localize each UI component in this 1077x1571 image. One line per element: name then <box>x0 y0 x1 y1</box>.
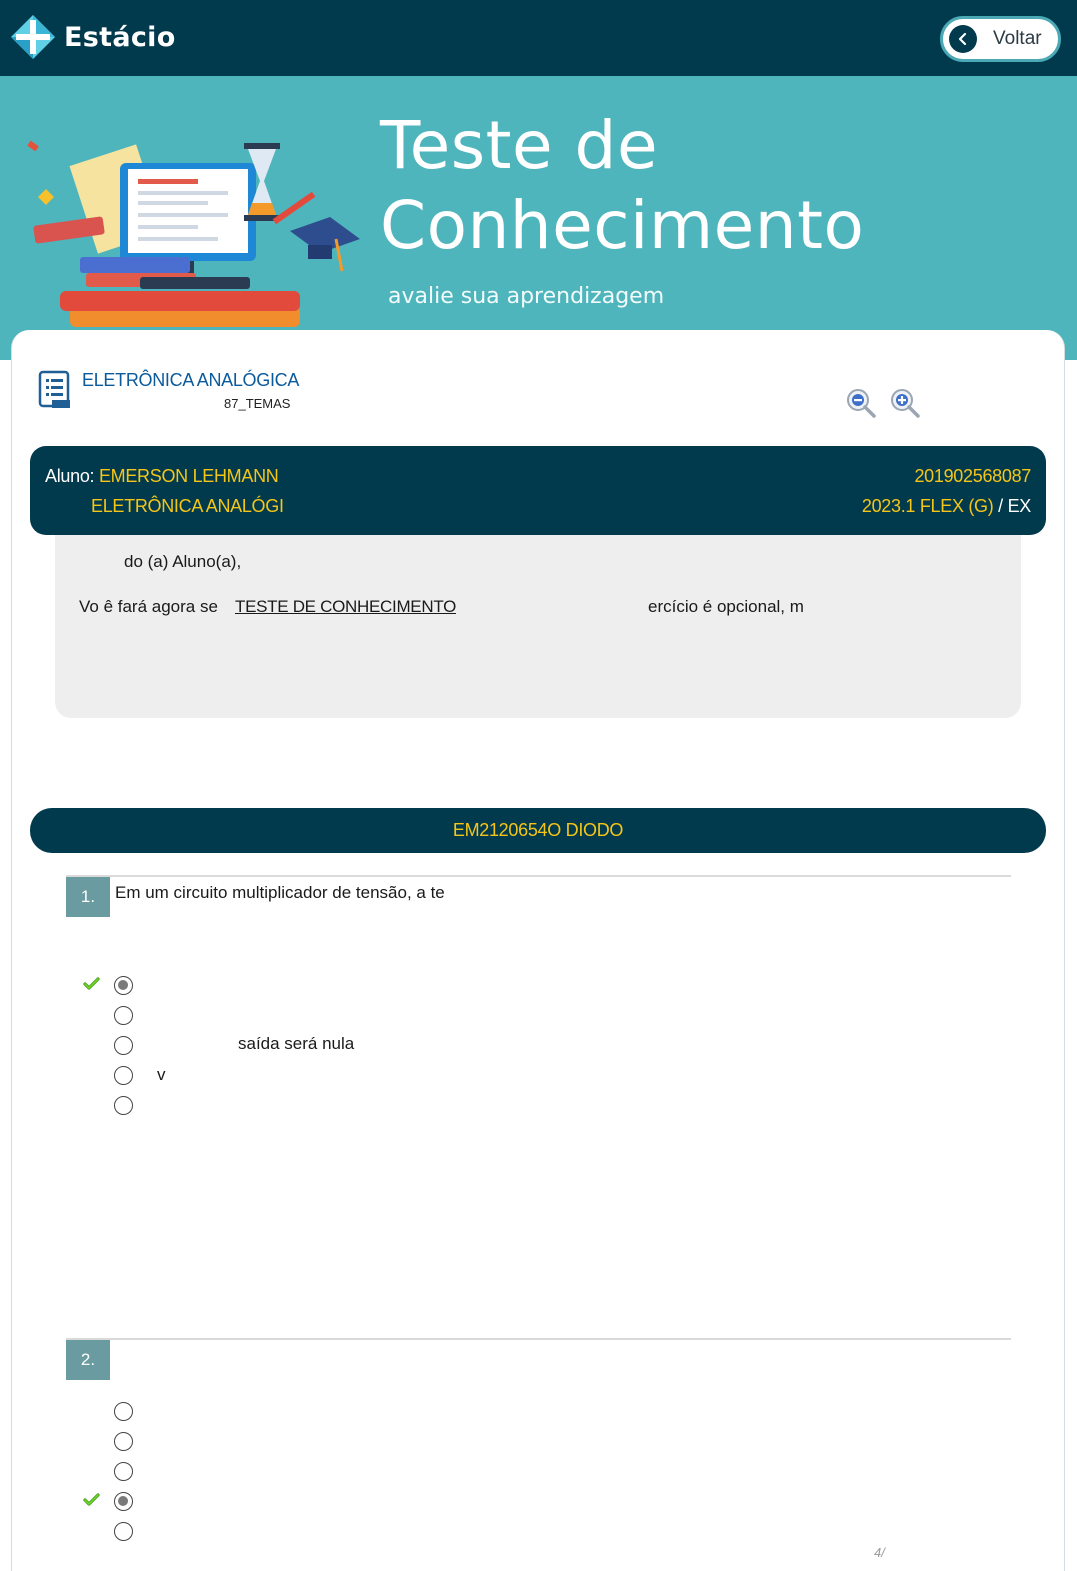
answer-option-radio[interactable] <box>114 1492 133 1511</box>
course-name: ELETRÔNICA ANALÓGICA <box>82 370 300 390</box>
zoom-in-icon[interactable] <box>888 386 922 420</box>
period-separator: / <box>993 496 1008 516</box>
page-number: 4/ <box>874 1545 885 1560</box>
question-divider <box>66 1338 1011 1340</box>
course-code: 87_TEMAS <box>224 396 291 411</box>
answer-option-radio[interactable] <box>114 976 133 995</box>
hero-title-line2: Conhecimento <box>380 187 865 264</box>
brand-name: Estácio <box>64 21 176 53</box>
estacio-logo-icon <box>10 14 56 60</box>
chevron-left-icon <box>949 25 977 53</box>
answer-option-radio[interactable] <box>114 1432 133 1451</box>
hero-subtitle: avalie sua aprendizagem <box>388 284 665 309</box>
period-suffix: EX <box>1007 496 1031 516</box>
top-navigation-bar <box>0 0 1077 76</box>
answer-option-radio[interactable] <box>114 1096 133 1115</box>
test-link[interactable]: TESTE DE CONHECIMENTO <box>235 597 457 616</box>
student-info-bar <box>30 446 1046 535</box>
checkmark-icon <box>83 977 100 991</box>
greeting-text: do (a) Aluno(a), <box>124 552 242 571</box>
document-list-icon <box>38 370 72 410</box>
student-period: 2023.1 FLEX (G) <box>861 496 994 516</box>
answer-option-text: v <box>157 1065 166 1084</box>
answer-option-radio[interactable] <box>114 1006 133 1025</box>
back-button-label: Voltar <box>993 28 1042 49</box>
study-illustration <box>20 131 360 346</box>
instructions-box <box>55 535 1021 718</box>
student-name: EMERSON LEHMANN <box>98 466 279 486</box>
answer-option-radio[interactable] <box>114 1036 133 1055</box>
zoom-out-icon[interactable] <box>844 386 878 420</box>
answer-option-radio[interactable] <box>114 1462 133 1481</box>
hero-title <box>380 106 864 266</box>
student-name-row <box>45 466 278 487</box>
answer-option-radio[interactable] <box>114 1522 133 1541</box>
question-number: 1. <box>66 877 110 917</box>
question-divider <box>66 875 1011 877</box>
answer-option-text: saída será nula <box>238 1034 355 1053</box>
topic-header: EM2120654O DIODO <box>30 808 1046 853</box>
answer-option-radio[interactable] <box>114 1066 133 1085</box>
student-matricula: 201902568087 <box>914 466 1031 486</box>
question-number: 2. <box>66 1340 110 1380</box>
student-period-row <box>862 496 1031 517</box>
question-text: Em um circuito multiplicador de tensão, a te <box>115 883 445 902</box>
checkmark-icon <box>83 1493 100 1507</box>
instructions-text-tail: ercício é opcional, m <box>648 597 804 616</box>
brand-logo[interactable] <box>10 14 176 60</box>
student-discipline: ELETRÔNICA ANALÓGI <box>91 496 284 516</box>
student-label: Aluno: <box>45 466 95 486</box>
hero-banner <box>0 76 1077 360</box>
instructions-text: Vo ê fará agora se <box>79 597 218 616</box>
answer-option-radio[interactable] <box>114 1402 133 1421</box>
hero-title-line1: Teste de <box>380 107 659 184</box>
back-button[interactable] <box>940 16 1061 62</box>
